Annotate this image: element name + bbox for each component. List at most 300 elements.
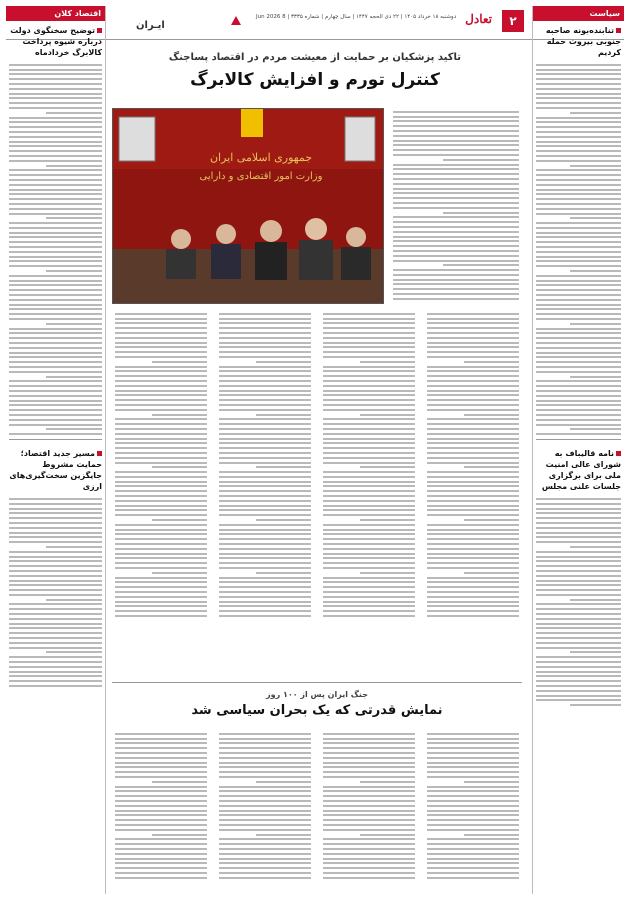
text-line [219,500,311,502]
text-line [323,509,415,511]
text-line [393,111,519,113]
text-line [323,862,415,864]
text-line [393,192,519,194]
text-line [323,742,415,744]
text-line [115,776,207,778]
text-line [9,256,102,258]
text-line [323,390,415,392]
text-line [323,423,415,425]
text-line [115,829,207,831]
text-line [570,270,621,272]
text-line [219,877,311,879]
photo-sign-line1: جمهوری اسلامی ایران [209,151,313,164]
text-line [393,168,519,170]
bullet-icon [97,28,102,33]
text-line [219,814,311,816]
text-line [219,404,311,406]
text-line [9,275,102,277]
text-line [427,390,519,392]
text-line [115,872,207,874]
text-line [219,481,311,483]
text-line [536,174,621,176]
text-line [393,120,519,122]
body-column [216,730,314,888]
text-line [9,117,102,119]
text-line [570,651,621,653]
text-line [443,159,519,161]
text-line [323,757,415,759]
text-line [360,834,415,836]
text-line [9,289,102,291]
text-line [427,843,519,845]
text-line [9,433,102,435]
text-line [536,385,621,387]
text-line [570,112,621,114]
text-line [393,288,519,290]
text-line [46,323,102,325]
text-line [323,375,415,377]
text-line [219,766,311,768]
text-line [9,541,102,543]
text-line [9,227,102,229]
text-line [9,642,102,644]
text-line [115,557,207,559]
text-line [9,107,102,109]
newspaper-logo: تعادل [465,12,492,26]
text-line [115,485,207,487]
text-line [427,509,519,511]
text-line [536,352,621,354]
text-line [323,533,415,535]
text-line [427,766,519,768]
text-line [323,322,415,324]
text-line [115,877,207,879]
text-line [219,509,311,511]
left-column-label: اقتصاد کلان [6,6,105,21]
text-line [393,130,519,132]
text-line [427,577,519,579]
text-line [9,517,102,519]
text-line [323,452,415,454]
lead-photo [112,108,384,304]
text-line [323,577,415,579]
text-line [427,409,519,411]
text-line [323,538,415,540]
text-line [9,141,102,143]
body-column [424,730,522,888]
text-line [115,495,207,497]
bullet-icon [616,451,621,456]
text-line [115,586,207,588]
text-line [427,591,519,593]
text-line [9,150,102,152]
text-line [219,366,311,368]
text-line [536,603,621,605]
text-line [219,577,311,579]
text-line [115,824,207,826]
text-line [536,541,621,543]
text-line [427,404,519,406]
text-line [323,553,415,555]
text-line [536,275,621,277]
text-line [464,361,519,363]
text-line [115,500,207,502]
text-line [9,102,102,104]
text-line [536,400,621,402]
text-line [219,529,311,531]
text-line [570,323,621,325]
text-line [393,154,519,156]
text-line [427,872,519,874]
text-line [115,786,207,788]
text-line [46,165,102,167]
right-story2-headline: نامه قالیباف به شورای عالی امنیت ملی برای برگزاری جلسات علنی مجلس [541,449,621,492]
text-line [536,503,621,505]
text-line [323,399,415,401]
text-line [536,227,621,229]
text-line [393,116,519,118]
text-line [427,452,519,454]
text-line [9,203,102,205]
text-line [9,666,102,668]
text-line [536,93,621,95]
text-line [9,671,102,673]
text-line [9,580,102,582]
text-line [115,375,207,377]
text-line [9,299,102,301]
text-line [427,322,519,324]
text-line [9,179,102,181]
text-line [323,853,415,855]
text-line [427,370,519,372]
text-line [393,140,519,142]
text-line [427,848,519,850]
text-line [323,543,415,545]
text-line [427,615,519,617]
text-line [323,457,415,459]
text-line [9,556,102,558]
text-line [219,862,311,864]
text-line [464,572,519,574]
text-line [219,490,311,492]
text-line [427,543,519,545]
body-column [112,730,210,888]
divider [536,439,621,440]
text-line [115,428,207,430]
text-line [152,466,207,468]
text-line [536,613,621,615]
text-line [427,596,519,598]
text-line [323,776,415,778]
section-name: ایـران [136,20,165,31]
text-line [536,83,621,85]
text-line [115,322,207,324]
text-line [427,762,519,764]
text-line [9,93,102,95]
text-line [536,565,621,567]
text-line [570,165,621,167]
text-line [427,346,519,348]
text-line [115,567,207,569]
text-line [536,299,621,301]
text-line [393,250,519,252]
body-column [320,310,418,630]
text-line [393,231,519,233]
text-line [323,524,415,526]
text-line [323,581,415,583]
text-line [219,476,311,478]
text-line [219,762,311,764]
text-line [219,394,311,396]
text-line [360,361,415,363]
text-line [536,580,621,582]
text-line [219,438,311,440]
text-line [115,853,207,855]
text-line [323,805,415,807]
text-line [427,318,519,320]
text-line [115,742,207,744]
text-line [9,522,102,524]
text-line [536,632,621,634]
text-line [9,64,102,66]
text-line [570,428,621,430]
text-line [464,519,519,521]
text-line [219,433,311,435]
text-line [9,332,102,334]
text-line [115,838,207,840]
text-line [323,872,415,874]
body-column [216,310,314,630]
text-line [536,527,621,529]
text-line [115,476,207,478]
text-line [427,332,519,334]
text-line [9,508,102,510]
text-line [536,642,621,644]
body-column [424,310,522,630]
text-line [9,594,102,596]
text-line [427,790,519,792]
text-line [536,280,621,282]
text-line [219,586,311,588]
text-line [393,207,519,209]
text-line [427,399,519,401]
text-line [323,418,415,420]
text-line [427,814,519,816]
text-line [323,438,415,440]
text-line [393,283,519,285]
text-line [219,322,311,324]
text-line [427,356,519,358]
text-line [427,385,519,387]
text-line [115,800,207,802]
text-line [115,471,207,473]
text-line [219,442,311,444]
text-line [219,591,311,593]
text-line [9,280,102,282]
text-line [464,466,519,468]
text-line [536,380,621,382]
text-line [427,438,519,440]
text-line [536,251,621,253]
text-line [323,481,415,483]
text-line [152,414,207,416]
text-line [9,251,102,253]
text-line [427,805,519,807]
text-line [323,428,415,430]
text-line [115,766,207,768]
text-line [536,284,621,286]
text-line [115,747,207,749]
text-line [536,160,621,162]
text-line [323,495,415,497]
text-line [256,834,311,836]
text-line [427,428,519,430]
text-line [360,466,415,468]
text-line [536,328,621,330]
text-line [9,155,102,157]
text-line [323,447,415,449]
text-line [323,404,415,406]
text-line [115,596,207,598]
text-line [219,337,311,339]
text-line [115,409,207,411]
text-line [219,843,311,845]
text-line [464,414,519,416]
text-line [323,867,415,869]
text-line [536,189,621,191]
text-line [219,409,311,411]
text-line [115,390,207,392]
text-line [393,240,519,242]
text-line [536,121,621,123]
text-line [115,462,207,464]
text-line [9,241,102,243]
text-line [536,556,621,558]
text-line [256,414,311,416]
text-line [427,442,519,444]
text-line [9,366,102,368]
text-line [9,236,102,238]
text-line [219,610,311,612]
text-line [323,829,415,831]
text-line [536,623,621,625]
text-line [115,757,207,759]
text-line [427,557,519,559]
text-line [323,752,415,754]
text-line [219,471,311,473]
text-line [427,877,519,879]
text-line [323,562,415,564]
text-line [427,800,519,802]
text-line [536,371,621,373]
text-line [219,452,311,454]
text-line [536,661,621,663]
text-line [115,505,207,507]
text-line [9,380,102,382]
text-line [536,424,621,426]
text-line [427,733,519,735]
body-column [320,730,418,888]
text-line [219,776,311,778]
text-line [536,618,621,620]
text-line [536,88,621,90]
text-line [427,481,519,483]
left-story1-text [6,64,105,435]
text-line [9,536,102,538]
text-line [323,442,415,444]
text-line [46,376,102,378]
text-line [219,581,311,583]
text-line [9,414,102,416]
text-line [323,762,415,764]
text-line [9,503,102,505]
text-line [427,313,519,315]
text-line [323,409,415,411]
text-line [219,838,311,840]
text-line [536,508,621,510]
text-line [393,197,519,199]
text-line [393,226,519,228]
text-line [536,551,621,553]
text-line [427,867,519,869]
secondary-headline: نمایش قدرتی که یک بحران سیاسی شد [191,703,443,718]
text-line [323,586,415,588]
text-line [323,366,415,368]
text-line [323,514,415,516]
text-line [427,500,519,502]
text-line [393,173,519,175]
text-line [219,553,311,555]
text-line [536,685,621,687]
lead-text [390,108,522,304]
text-line [427,495,519,497]
text-line [219,514,311,516]
left-column [6,6,106,894]
text-line [9,246,102,248]
text-line [115,733,207,735]
text-line [360,572,415,574]
text-line [115,738,207,740]
text-line [9,189,102,191]
text-line [464,834,519,836]
text-line [427,514,519,516]
text-line [427,366,519,368]
text-line [427,342,519,344]
text-line [9,656,102,658]
text-line [219,848,311,850]
text-line [393,255,519,257]
text-line [115,399,207,401]
text-line [464,781,519,783]
text-line [323,505,415,507]
text-line [427,819,519,821]
text-line [323,824,415,826]
text-line [9,637,102,639]
text-line [115,481,207,483]
text-line [9,347,102,349]
bullet-icon [97,451,102,456]
text-line [323,800,415,802]
text-line [427,862,519,864]
text-line [9,73,102,75]
text-line [323,819,415,821]
text-line [536,342,621,344]
text-line [427,418,519,420]
text-line [219,562,311,564]
text-line [46,599,102,601]
text-line [219,543,311,545]
text-line [115,805,207,807]
